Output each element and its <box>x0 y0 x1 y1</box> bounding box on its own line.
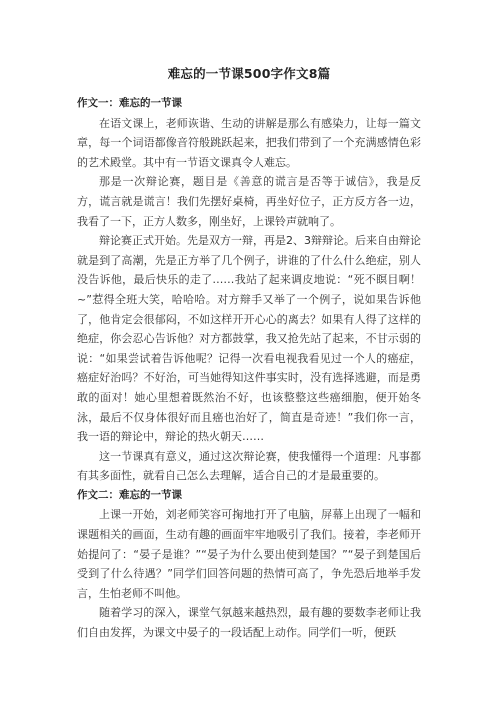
document-body <box>77 94 421 643</box>
paragraph: 那是一次辩论赛，题目是《善意的谎言是否等于诚信》，我是反方，谎言就是谎言！我们先摆好桌椅，再坐好位子，正方反方各一边，我看了一下，正方人数多，刚坐好，上课铃声就响了。 <box>77 175 421 228</box>
paragraph: 辩论赛正式开始。先是双方一辩，再是2、3辩辩论。后来自由辩论就是到了高潮，先是正方举了几个例子，讲谁的了什么什么绝症，别人没告诉他，最后快乐的走了……我站了起来调皮地说：“死不瞑目啊！~”惹得全班大笑，哈哈哈。对方辩手又举了一个例子，说如果告诉他了，他肯定会很郁闷，不如这样开开心心的离去？如果有人得了这样的绝症，你会忍心告诉他？对方都鼓掌，我又抢先站了起来，不甘示弱的说：“如果尝试着告诉他呢？记得一次看电视我看见过一个人的癌症，癌症好治吗？不好治，可当她得知这件事实时，没有选择逃避，而是勇敢的面对！她心里想着既然治不好，也该整整这些癌细胞，便开始冬泳，最后不仅身体很好而且癌也治好了，简直是奇迹！”我们你一言，我一语的辩论中，辩论的热火朝天…… <box>77 234 421 444</box>
section-heading: 作文二：难忘的一节课 <box>77 488 182 501</box>
paragraph: 随着学习的深入，课堂气氛越来越热烈，最有趣的要数李老师让我们自由发挥，为课文中晏子的一段话配上动作。同学们一听，便跃 <box>77 606 421 640</box>
paragraph: 这一节课真有意义，通过这次辩论赛，使我懂得一个道理：凡事都有其多面性，就看自己怎么去理解，适合自己的才是最重要的。 <box>77 449 421 483</box>
essay-section-2 <box>77 486 421 643</box>
paragraph: 上课一开始，刘老师笑容可掬地打开了电脑，屏幕上出现了一幅和课题相关的画面，生动有趣的画面牢牢地吸引了我们。接着，李老师开始提问了：“晏子是谁？”“晏子为什么要出使到楚国？”“晏子到楚国后受到了什么待遇？”同学们回答问题的热情可高了，争先恐后地举手发言，生怕老师不叫他。 <box>77 508 421 600</box>
document-title: 难忘的一节课500字作文8篇 <box>167 66 331 81</box>
document-page <box>77 0 421 702</box>
paragraph: 在语文课上，老师诙谐、生动的讲解是那么有感染力，让每一篇文章，每一个词语都像音符般跳跃起来，把我们带到了一个充满感情色彩的艺术殿堂。其中有一节语文课真令人难忘。 <box>77 116 421 169</box>
essay-section-1 <box>77 94 421 486</box>
section-heading: 作文一：难忘的一节课 <box>77 97 182 109</box>
